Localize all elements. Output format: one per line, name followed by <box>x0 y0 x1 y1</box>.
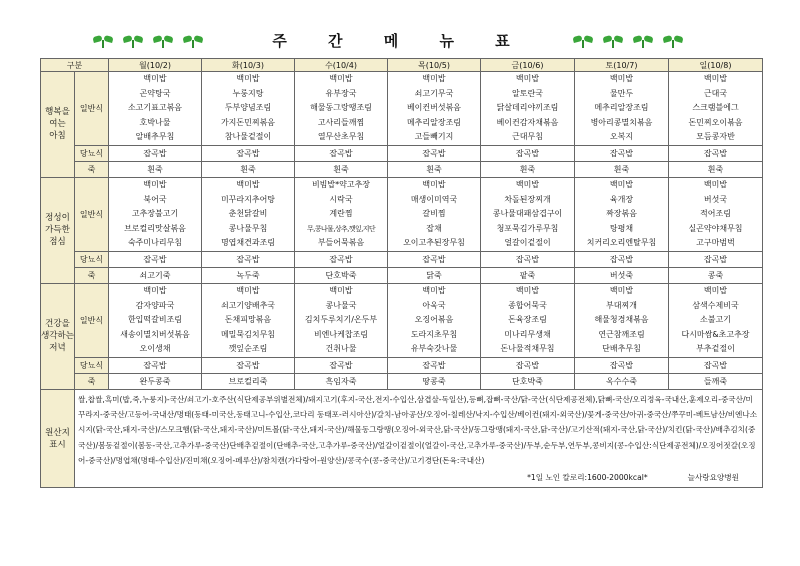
diabetic-meal-row <box>41 251 763 267</box>
porridge-cell: 브로컬리죽 <box>202 373 295 389</box>
menu-item: 스크램블에그 <box>692 103 739 113</box>
general-meal-row <box>41 72 763 146</box>
menu-item: 백미밥 <box>515 179 540 189</box>
menu-item: 도라지초무침 <box>410 329 458 339</box>
menu-item: 무,콩나물,상추,깻잎,지단 <box>306 224 376 233</box>
porridge-cell: 흰죽 <box>388 161 481 177</box>
menu-item: 명엽채견과조림 <box>220 238 276 248</box>
menu-item: 오징어볶음 <box>414 315 454 325</box>
sprout-icon <box>602 34 624 48</box>
origin-label-line: 원산지 <box>45 427 70 438</box>
menu-item: 콩나물국 <box>325 300 357 310</box>
menu-item: 북어국 <box>143 194 167 204</box>
menu-item: 백미밥 <box>609 74 634 83</box>
meal-cell <box>295 177 388 251</box>
menu-item: 베이컨감자채볶음 <box>496 117 559 127</box>
menu-item: 감자양파국 <box>135 300 175 310</box>
menu-item: 백미밥 <box>609 179 634 189</box>
diabetic-cell: 잡곡밥 <box>669 251 763 267</box>
menu-item: 유부장국 <box>325 88 357 98</box>
day-header: 금(10/6) <box>481 59 575 72</box>
porridge-cell: 단호박죽 <box>295 267 388 283</box>
menu-item: 백미밥 <box>329 285 353 295</box>
menu-item: 백미밥 <box>703 74 728 83</box>
porridge-meal-row <box>41 267 763 283</box>
menu-item: 알토란국 <box>512 88 543 98</box>
menu-item: 오이생채 <box>139 344 171 354</box>
menu-item: 깻잎순조림 <box>228 344 268 354</box>
meal-cell <box>202 283 295 357</box>
origin-text: 쌀,찹쌀,흑미(밥,죽,누룽지)-국산/쇠고기-호주산(식단제공부위별전체)/돼지고기(후지-국산,전지-수입산,삼겹살-독일산),등뼈,잡뼈-국산/닭-국산(식단제공전체),닭뼈-국산/오리정육-국내산,훈제오리-중국산/미꾸라지-중국산/고등어-국내산/명태(동태-미국산,동태고니-수입산,코다리 동태포-러시아산)/갈치-남아공산/오징어-칠레산/낙지-수입산/베이컨(돼지-외국산)/꽃게-중국산/아귀-중국산/쭈꾸미-베트남산/비엔나소시지(닭-국산,돼지-국산)/스모크햄(닭-국산,돼지-국산)/미트볼(닭-국산,돼지-국산)/해물동그랑땡(오징어-외국산,닭-국산)/동그랑땡(돼지-국산,닭-국산)/고기산적(돼지-국산,닭-국산)/치킨(닭-국산)/배추김치(중국산)/봄동겉절이(봄동-국산,고추가루-중국산)단배추겉절이(단배추-국산,고추가루-중국산)/얼갈이겉절이(얼갈이-국산,고추가루-중국산)/두부,순두부,연두부,콩비지(콩-수입산:식단제공전체)/오징어젓갈(오징어-중국산)/명엽채(명태-수입산)/진미채(오징어-페루산)/참치캔(가다랑어-원양산)/콩국수(콩-중국산)/고기경단(돈육:국내산) <box>78 394 758 465</box>
meal-section-label <box>41 177 75 283</box>
corner-header: 구분 <box>41 59 109 72</box>
menu-item: 탕평채 <box>609 223 634 233</box>
diabetic-cell: 잡곡밥 <box>202 145 295 161</box>
diabetic-cell: 잡곡밥 <box>109 357 202 373</box>
meal-section-label <box>41 72 75 178</box>
menu-item: 얼갈이겉절이 <box>504 238 551 248</box>
diabetic-cell: 잡곡밥 <box>388 251 481 267</box>
menu-item: 백미밥 <box>236 179 260 189</box>
menu-item: 물만두 <box>609 88 634 98</box>
menu-item: 소불고기 <box>700 315 731 325</box>
diabetic-cell: 잡곡밥 <box>295 357 388 373</box>
menu-item: 베이컨버섯볶음 <box>406 103 462 113</box>
porridge-cell: 완두콩죽 <box>109 373 202 389</box>
menu-item: 해물청경채볶음 <box>594 315 649 325</box>
section-label-line: 여는 <box>49 119 66 130</box>
general-meal-row <box>41 177 763 251</box>
diabetic-cell: 잡곡밥 <box>481 251 575 267</box>
sprout-icon <box>572 34 594 48</box>
porridge-cell: 흰죽 <box>295 161 388 177</box>
origin-label-line: 표시 <box>49 439 66 450</box>
meal-cell <box>109 283 202 357</box>
diabetic-cell: 잡곡밥 <box>202 251 295 267</box>
menu-item: 콩나물대패삼겹구이 <box>492 209 563 219</box>
section-label-line: 정성이 <box>45 213 70 224</box>
calorie-note: *1일 노인 칼로리:1600-2000kcal* <box>527 472 648 482</box>
menu-item: 백미밥 <box>703 285 728 295</box>
porridge-cell: 콩죽 <box>669 267 763 283</box>
meal-cell <box>669 283 763 357</box>
menu-item: 가지돈민찌볶음 <box>220 117 276 127</box>
porridge-cell: 흑임자죽 <box>295 373 388 389</box>
menu-item: 해물동그랑땡조림 <box>310 103 372 113</box>
diabetic-cell: 잡곡밥 <box>575 357 669 373</box>
sprout-icon <box>662 34 684 48</box>
menu-item: 근대무침 <box>512 132 543 142</box>
menu-item: 메추리알장조림 <box>406 117 462 127</box>
porridge-cell: 흰죽 <box>669 161 763 177</box>
menu-item: 돈민찌오이볶음 <box>688 117 743 127</box>
menu-item: 짜장볶음 <box>606 209 637 219</box>
menu-item: 백미밥 <box>422 74 446 83</box>
header-row <box>41 59 763 72</box>
diabetic-meal-row <box>41 357 763 373</box>
day-header: 수(10/4) <box>295 59 388 72</box>
diabetic-meal-row <box>41 145 763 161</box>
menu-item: 돈육장조림 <box>508 315 547 325</box>
menu-item: 메밀묵김치무침 <box>220 329 276 339</box>
diabetic-cell: 잡곡밥 <box>295 145 388 161</box>
menu-item: 쇠고기양배추국 <box>220 300 276 310</box>
menu-item: 고추장불고기 <box>131 209 179 219</box>
weekly-menu-table <box>40 58 763 488</box>
menu-item: 부들어묵볶음 <box>317 238 365 248</box>
meal-cell <box>481 72 575 146</box>
menu-item: 미꾸라지추어탕 <box>220 194 276 204</box>
menu-item: 근대국 <box>703 88 728 98</box>
menu-item: 백미밥 <box>143 179 167 189</box>
menu-item: 백미밥 <box>609 285 634 295</box>
meal-cell <box>388 72 481 146</box>
day-header: 토(10/7) <box>575 59 669 72</box>
porridge-cell: 쇠고기죽 <box>109 267 202 283</box>
footer <box>78 470 759 485</box>
page-title: 주 간 메 뉴 표 <box>272 32 528 50</box>
menu-item: 춘천닭갈비 <box>228 209 268 219</box>
general-meal-row <box>41 283 763 357</box>
diabetic-cell: 잡곡밥 <box>109 251 202 267</box>
porridge-cell: 흰죽 <box>109 161 202 177</box>
diabetic-cell: 잡곡밥 <box>388 145 481 161</box>
diabetic-cell: 잡곡밥 <box>575 145 669 161</box>
menu-item: 미나리무생채 <box>504 329 551 339</box>
menu-item: 종합어묵국 <box>508 300 547 310</box>
menu-item: 오복지 <box>609 132 634 142</box>
menu-item: 한입떡갈비조림 <box>127 315 183 325</box>
origin-row <box>41 389 763 487</box>
general-diet-label: 일반식 <box>75 177 109 251</box>
menu-item: 백미밥 <box>236 74 260 83</box>
menu-item: 비엔나케찹조림 <box>313 329 369 339</box>
meal-section-label <box>41 283 75 389</box>
porridge-cell: 옥수수죽 <box>575 373 669 389</box>
menu-item: 적어조림 <box>700 209 731 219</box>
porridge-cell: 버섯죽 <box>575 267 669 283</box>
menu-item: 백미밥 <box>422 285 446 295</box>
day-header: 월(10/2) <box>109 59 202 72</box>
menu-item: 비빔밥*약고추장 <box>311 179 371 189</box>
menu-item: 백미밥 <box>329 74 353 83</box>
diabetic-cell: 잡곡밥 <box>295 251 388 267</box>
menu-item: 백미밥 <box>515 74 540 83</box>
menu-item: 고구마범벅 <box>696 238 735 248</box>
diabetic-cell: 잡곡밥 <box>669 145 763 161</box>
menu-item: 버섯국 <box>703 194 728 204</box>
diabetic-cell: 잡곡밥 <box>669 357 763 373</box>
menu-item: 곤약탕국 <box>139 88 171 98</box>
menu-item: 호박나물 <box>139 117 171 127</box>
meal-cell <box>575 177 669 251</box>
porridge-meal-row <box>41 373 763 389</box>
menu-item: 고들빼기지 <box>414 132 454 142</box>
menu-item: 알배추무침 <box>135 132 175 142</box>
menu-item: 백미밥 <box>422 179 446 189</box>
porridge-diet-label: 죽 <box>75 267 109 283</box>
porridge-cell: 흰죽 <box>202 161 295 177</box>
menu-item: 모듬콩자반 <box>696 132 735 142</box>
menu-item: 두부양념조림 <box>224 103 272 113</box>
menu-item: 아욱국 <box>422 300 446 310</box>
diabetic-cell: 잡곡밥 <box>202 357 295 373</box>
porridge-cell: 닭죽 <box>388 267 481 283</box>
meal-cell <box>109 72 202 146</box>
section-label-line: 행복을 <box>45 107 70 118</box>
diabetic-cell: 잡곡밥 <box>481 145 575 161</box>
facility-name: 늘사랑요양병원 <box>687 472 739 482</box>
menu-item: 메추리알장조림 <box>594 103 649 113</box>
menu-item: 오이고추된장무침 <box>403 238 465 248</box>
porridge-diet-label: 죽 <box>75 161 109 177</box>
porridge-cell: 단호박죽 <box>481 373 575 389</box>
menu-item: 돈채피망볶음 <box>224 315 272 325</box>
menu-item: 누룽지탕 <box>232 88 264 98</box>
origin-text-cell <box>75 389 763 487</box>
porridge-cell: 흰죽 <box>575 161 669 177</box>
meal-cell <box>575 72 669 146</box>
section-label-line: 아침 <box>49 131 66 142</box>
diabetic-cell: 잡곡밥 <box>481 357 575 373</box>
origin-label <box>41 389 75 487</box>
section-label-line: 저녁 <box>49 343 66 354</box>
general-diet-label: 일반식 <box>75 72 109 146</box>
porridge-diet-label: 죽 <box>75 373 109 389</box>
menu-item: 백미밥 <box>143 74 167 83</box>
menu-item: 백미밥 <box>236 285 260 295</box>
menu-item: 차돌된장찌개 <box>504 194 551 204</box>
meal-cell <box>575 283 669 357</box>
sprout-icon <box>632 34 654 48</box>
meal-cell <box>202 72 295 146</box>
day-header: 일(10/8) <box>669 59 763 72</box>
porridge-cell: 흰죽 <box>481 161 575 177</box>
menu-item: 부대찌개 <box>606 300 637 310</box>
menu-item: 매생이미역국 <box>410 194 458 204</box>
menu-item: 콩나물무침 <box>228 223 268 233</box>
meal-cell <box>295 72 388 146</box>
menu-item: 브로컬리맛살볶음 <box>124 223 186 233</box>
menu-item: 잡채 <box>426 223 442 233</box>
menu-item: 쇠고기무국 <box>414 88 454 98</box>
menu-item: 소고기표고볶음 <box>127 103 183 113</box>
menu-item: 삼색수제비국 <box>692 300 739 310</box>
menu-item: 실곤약야채무침 <box>688 223 743 233</box>
meal-cell <box>109 177 202 251</box>
menu-item: 치커리오리엔탈무침 <box>586 238 657 248</box>
menu-item: 갈비찜 <box>422 209 446 219</box>
meal-cell <box>481 283 575 357</box>
menu-item: 유부숙갓나물 <box>410 344 458 354</box>
diabetic-cell: 잡곡밥 <box>109 145 202 161</box>
meal-cell <box>202 177 295 251</box>
menu-item: 단배추무침 <box>602 344 641 354</box>
diabetic-diet-label: 당뇨식 <box>75 145 109 161</box>
diabetic-diet-label: 당뇨식 <box>75 251 109 267</box>
porridge-cell: 땅콩죽 <box>388 373 481 389</box>
diabetic-cell: 잡곡밥 <box>575 251 669 267</box>
meal-cell <box>669 177 763 251</box>
porridge-cell: 팥죽 <box>481 267 575 283</box>
diabetic-cell: 잡곡밥 <box>388 357 481 373</box>
porridge-cell: 녹두죽 <box>202 267 295 283</box>
meal-cell <box>481 177 575 251</box>
menu-item: 청포묵김가루무침 <box>496 223 559 233</box>
section-label-line: 점심 <box>49 237 66 248</box>
menu-item: 다시마쌈&초고추장 <box>681 329 750 339</box>
menu-item: 고사리들깨찜 <box>317 117 365 127</box>
meal-cell <box>669 72 763 146</box>
menu-item: 김치두루치기/온두부 <box>304 315 378 325</box>
menu-item: 닭살데리야끼조림 <box>496 103 559 113</box>
meal-cell <box>295 283 388 357</box>
menu-item: 새송이멸치버섯볶음 <box>120 329 190 339</box>
porridge-cell: 들깨죽 <box>669 373 763 389</box>
menu-item: 백미밥 <box>143 285 167 295</box>
menu-item: 백미밥 <box>515 285 540 295</box>
menu-item: 부추겉절이 <box>696 344 735 354</box>
day-header: 목(10/5) <box>388 59 481 72</box>
right-sprout-decor <box>572 34 684 48</box>
section-label-line: 건강을 <box>45 319 70 330</box>
meal-cell <box>388 177 481 251</box>
menu-item: 건취나물 <box>325 344 357 354</box>
menu-item: 시락국 <box>329 194 353 204</box>
section-label-line: 가득한 <box>45 225 70 236</box>
menu-item: 육개장 <box>609 194 634 204</box>
porridge-meal-row <box>41 161 763 177</box>
menu-item: 계란찜 <box>329 209 353 219</box>
day-header: 화(10/3) <box>202 59 295 72</box>
menu-item: 백미밥 <box>703 179 728 189</box>
menu-item: 돈나물적채무침 <box>500 344 555 354</box>
meal-cell <box>388 283 481 357</box>
general-diet-label: 일반식 <box>75 283 109 357</box>
menu-item: 열무산초무침 <box>317 132 365 142</box>
section-label-line: 생각하는 <box>41 331 74 342</box>
diabetic-diet-label: 당뇨식 <box>75 357 109 373</box>
menu-item: 병아리콩멸치볶음 <box>590 117 653 127</box>
menu-item: 참나물겉절이 <box>224 132 272 142</box>
menu-item: 연근참깨조림 <box>598 329 645 339</box>
menu-item: 숙주미나리무침 <box>127 238 183 248</box>
